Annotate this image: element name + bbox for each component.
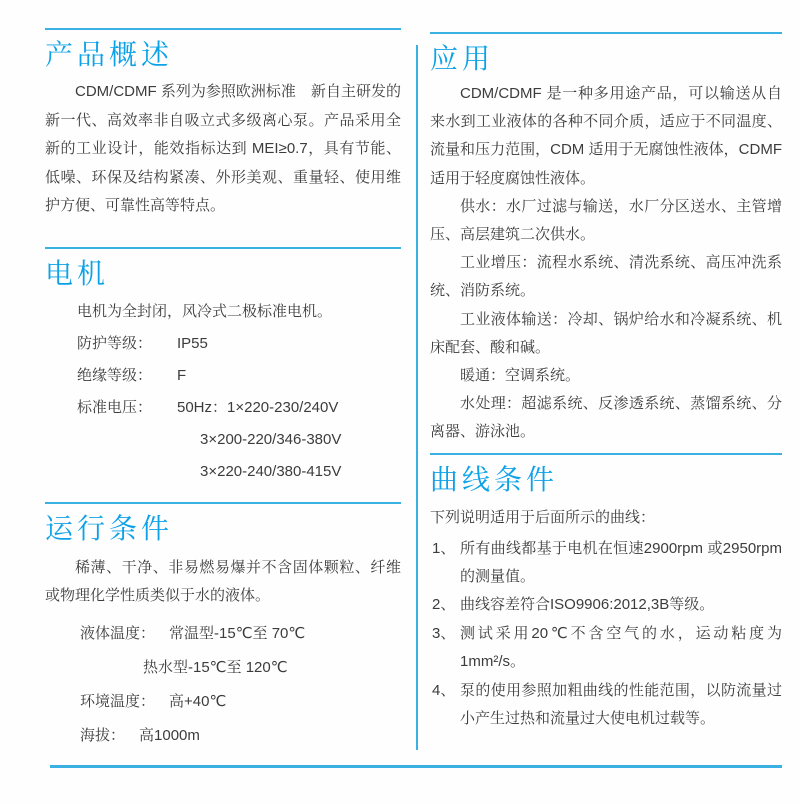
list-item-text: 泵的使用参照加粗曲线的性能范围，以防流量过小产生过热和流量过大使电机过载等。 xyxy=(460,681,782,728)
list-item-number: 3、 xyxy=(432,624,456,642)
spec-value: F xyxy=(177,366,187,384)
application-top-rule xyxy=(430,32,782,34)
application-paragraphs xyxy=(430,80,782,447)
right-column xyxy=(430,32,782,733)
list-item-text: 曲线容差符合ISO9906:2012,3B等级。 xyxy=(460,596,715,614)
motor-spec-row xyxy=(45,365,401,386)
overview-top-rule xyxy=(45,28,401,30)
spec-value: 热水型-15℃至 120℃ xyxy=(143,658,288,676)
motor-section-title: 电机 xyxy=(45,257,110,289)
application-paragraph: 工业液体输送：冷却、锅炉给水和冷凝系统、机床配套、酸和碱。 xyxy=(430,310,782,356)
list-item-text: 所有曲线都基于电机在恒速2900rpm 或2950rpm 的测量值。 xyxy=(460,539,782,586)
operating-spec-row xyxy=(45,691,401,713)
motor-spec-row xyxy=(45,397,401,418)
list-item-number: 4、 xyxy=(432,681,456,699)
spec-value: 3×200-220/346-380V xyxy=(200,430,342,448)
operating-spec-row xyxy=(45,657,401,679)
page-bottom-rule xyxy=(50,765,782,768)
motor-intro-text: 电机为全封闭，风冷式二极标准电机。 xyxy=(77,302,333,320)
application-paragraph: 水处理：超滤系统、反渗透系统、蒸馏系统、分离器、游泳池。 xyxy=(430,395,782,441)
application-paragraph: 暖通：空调系统。 xyxy=(460,367,581,385)
curve-intro-text: 下列说明适用于后面所示的曲线： xyxy=(430,508,656,526)
spec-label: 液体温度： xyxy=(80,624,156,642)
spec-value: 高1000m xyxy=(139,726,200,744)
curve-list-item xyxy=(430,535,782,592)
curve-section-rule xyxy=(430,453,782,455)
left-column xyxy=(45,28,401,747)
operating-body-text: 稀薄、干净、非易燃易爆并不含固体颗粒、纤维或物理化学性质类似于水的液体。 xyxy=(45,558,401,604)
spec-value: 常温型-15℃至 70℃ xyxy=(169,624,306,642)
list-item-text: 测试采用20℃不含空气的水，运动粘度为1mm²/s。 xyxy=(460,624,782,671)
curve-list-item xyxy=(430,620,782,677)
spec-label: 环境温度： xyxy=(80,692,156,710)
curve-conditions-list xyxy=(430,535,782,734)
motor-spec-row xyxy=(45,461,401,482)
motor-spec-row xyxy=(45,429,401,450)
spec-label: 绝缘等级： xyxy=(77,366,153,384)
curve-list-item xyxy=(430,591,782,619)
application-paragraph: 供水：水厂过滤与输送，水厂分区送水、主管增压、高层建筑二次供水。 xyxy=(430,197,782,244)
operating-section-rule xyxy=(45,502,401,504)
operating-section-title: 运行条件 xyxy=(45,512,174,544)
spec-value: 高+40℃ xyxy=(169,692,227,710)
operating-spec-row xyxy=(45,623,401,645)
list-item-number: 2、 xyxy=(432,596,456,614)
overview-section-title: 产品概述 xyxy=(45,39,174,70)
operating-spec-row xyxy=(45,725,401,747)
spec-label: 海拔： xyxy=(80,726,126,744)
motor-section-rule xyxy=(45,247,401,249)
column-divider-line xyxy=(416,45,418,750)
spec-label: 标准电压： xyxy=(77,398,153,416)
spec-value: 3×220-240/380-415V xyxy=(200,462,342,480)
curve-list-item xyxy=(430,677,782,734)
spec-label: 防护等级： xyxy=(77,334,153,352)
application-section-title: 应用 xyxy=(430,43,495,74)
spec-value: IP55 xyxy=(177,334,208,352)
application-paragraph: 工业增压：流程水系统、清洗系统、高压冲洗系统、消防系统。 xyxy=(430,254,782,300)
curve-section-title: 曲线条件 xyxy=(430,463,559,495)
application-paragraph: CDM/CDMF 是一种多用途产品，可以输送从自来水到工业液体的各种不同介质，适应于不同温度、流量和压力范围，CDM 适用于无腐蚀性液体，CDMF 适用于轻度腐蚀性液体。 xyxy=(430,85,782,187)
spec-value: 50Hz：1×220-230/240V xyxy=(177,398,339,416)
motor-spec-row xyxy=(45,333,401,354)
list-item-number: 1、 xyxy=(432,539,456,557)
overview-body-text: CDM/CDMF 系列为参照欧洲标准 新自主研发的新一代、高效率非自吸立式多级离心泵。产品采用全新的工业设计，能效指标达到 MEI≥0.7，具有节能、低噪、环保及结构紧凑、外形美观、重量轻、使用维护方便、可靠性高等特点。 xyxy=(45,83,401,214)
